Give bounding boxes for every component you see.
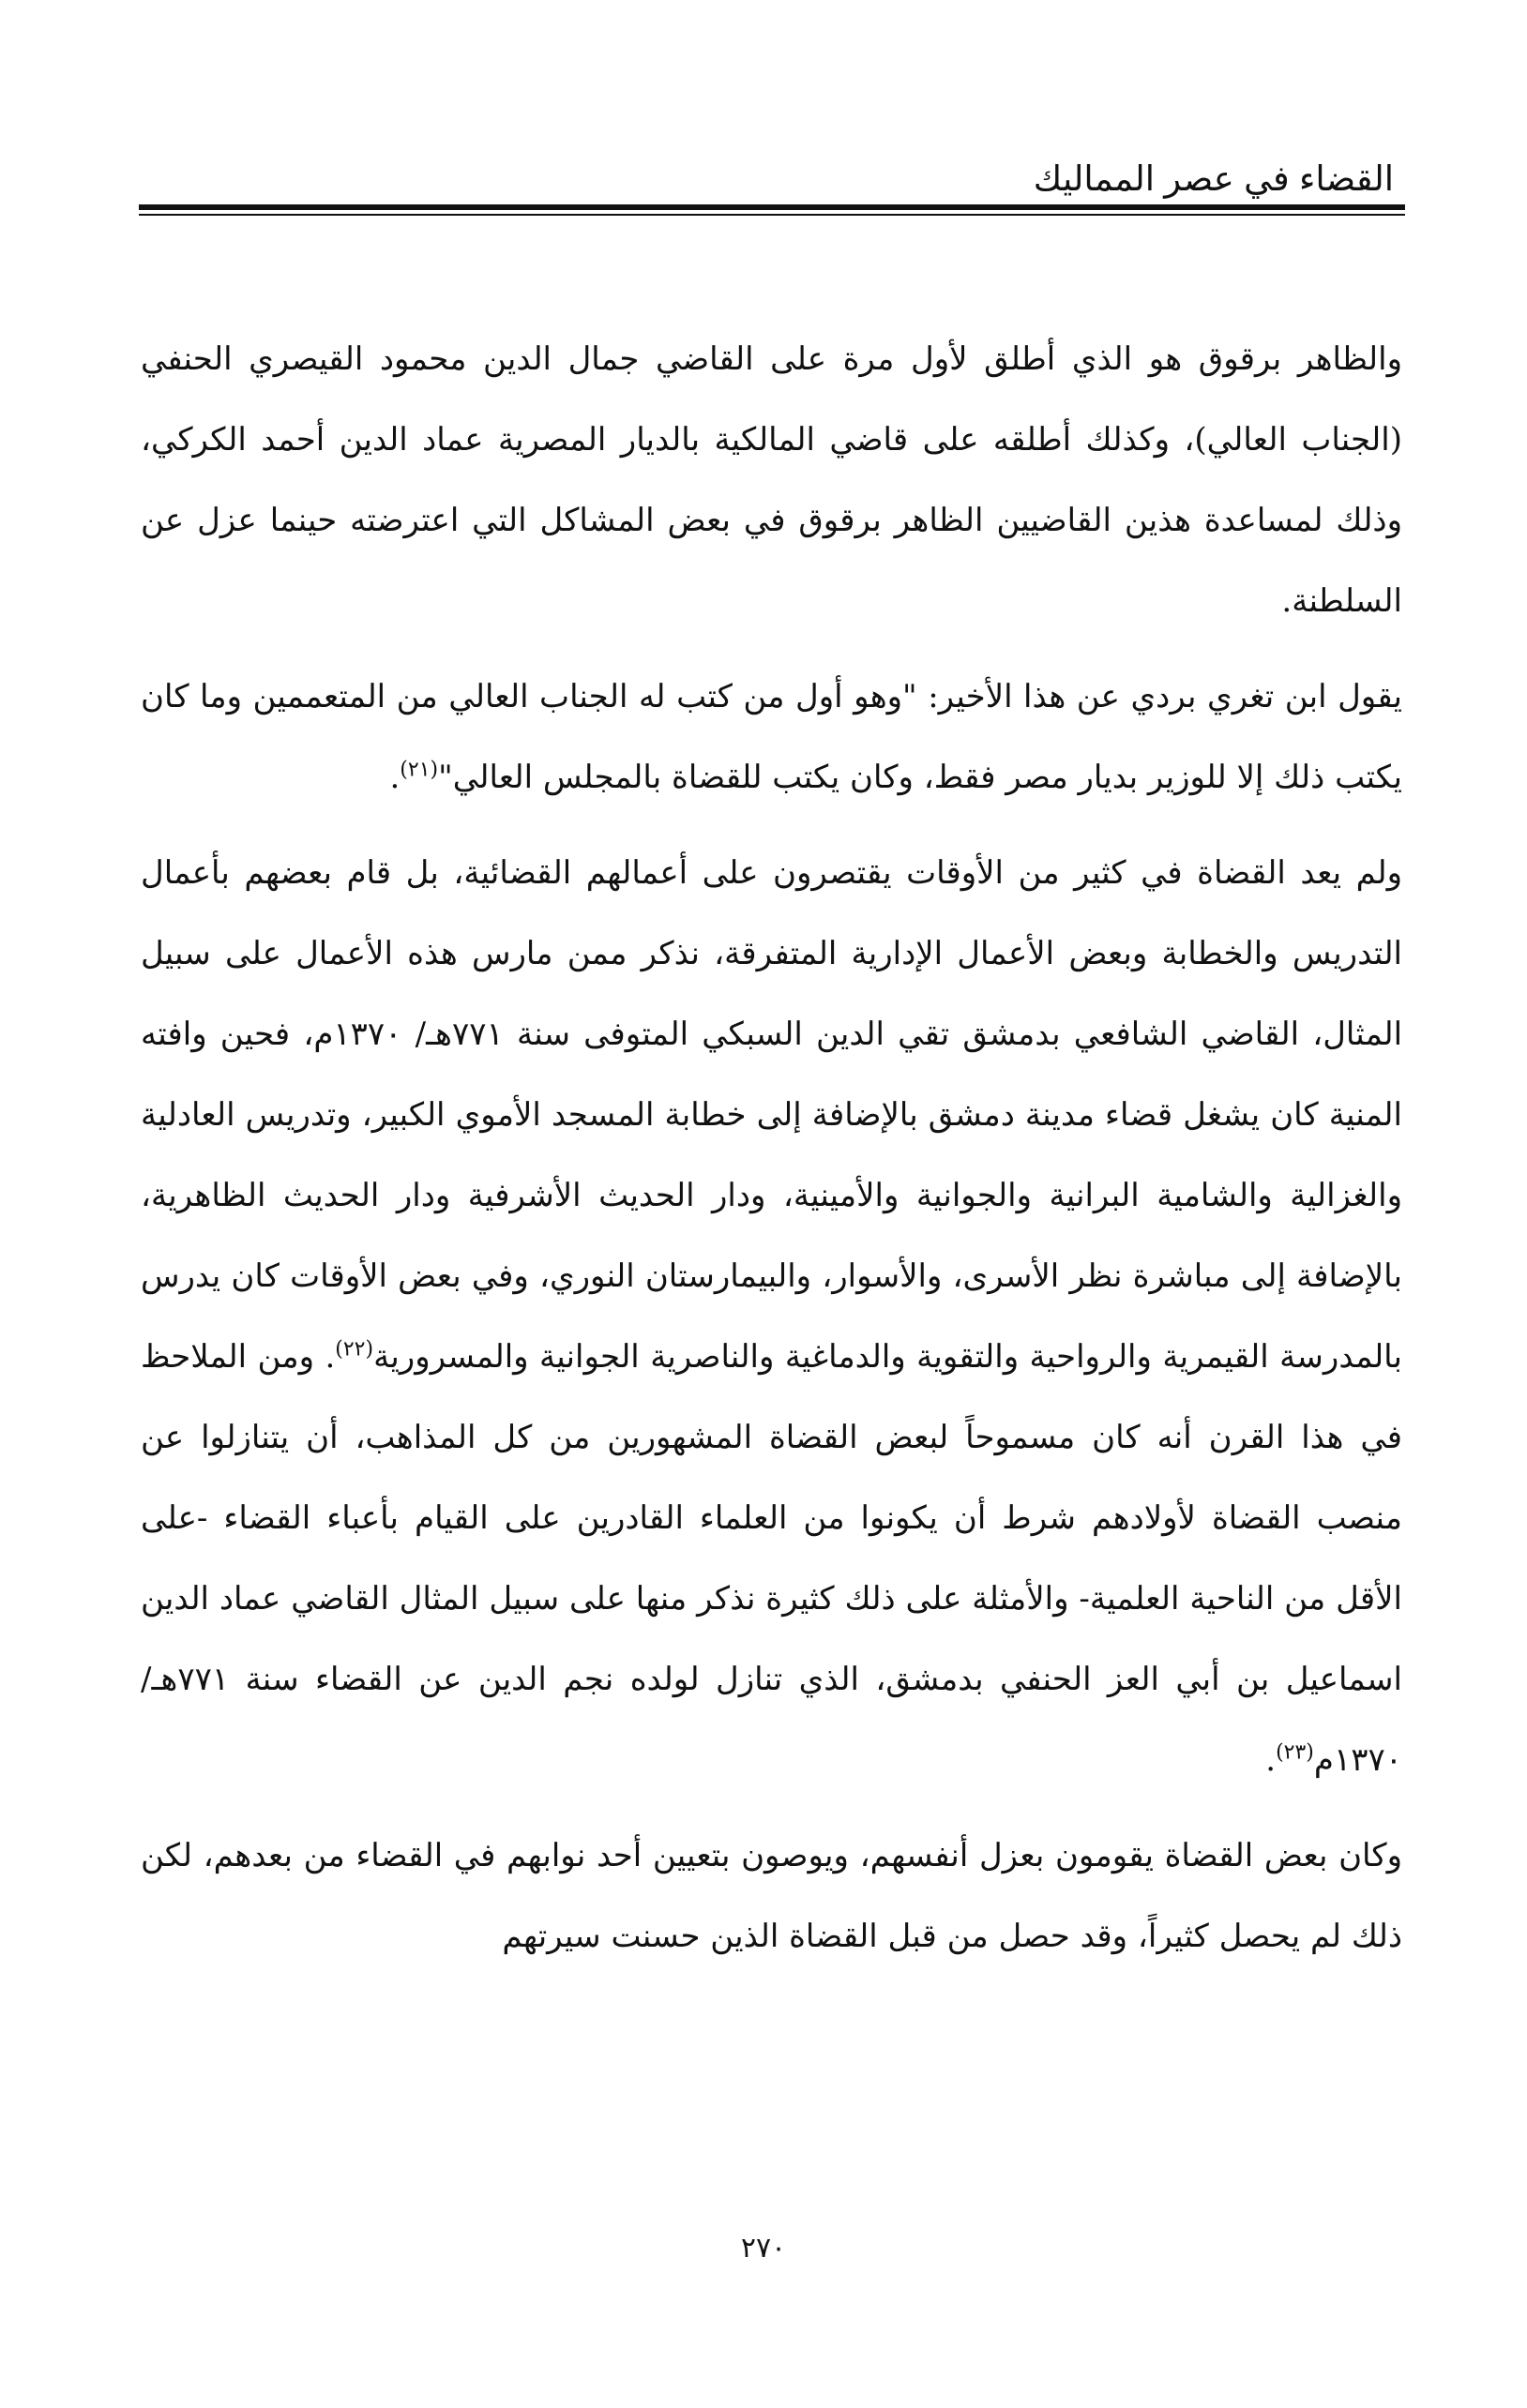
paragraph-3-text: ولم يعد القضاة في كثير من الأوقات يقتصرون على أعمالهم القضائية، بل قام بعضهم بأعمال التدريس والخطابة وبعض الأعمال الإدارية المتفرقة، نذكر ممن مارس هذه الأعمال على سبيل المثال، القاضي الشافعي بدمشق تقي الدين السبكي المتوفى سنة ٧٧١هـ/ ١٣٧٠م، فحين وافته المنية كان يشغل قضاء مدينة دمشق بالإضافة إلى خطابة المسجد الأموي الكبير، وتدريس العادلية والغزالية والشامية البرانية والجوانية والأمينية، ودار الحديث الأشرفية ودار الحديث الظاهرية، بالإضافة إلى مباشرة نظر الأسرى، والأسوار، والبيمارستان النوري، وفي بعض الأوقات كان يدرس بالمدرسة القيمرية والرواحية والتقوية والدماغية والناصرية الجوانية والمسرورية <box>141 854 1403 1376</box>
header-rule-thick <box>139 204 1405 210</box>
paragraph-2-tail: . <box>389 759 401 796</box>
paragraph-1-text: والظاهر برقوق هو الذي أطلق لأول مرة على القاضي جمال الدين محمود القيصري الحنفي (الجناب العالي)، وكذلك أطلقه على قاضي المالكية بالديار المصرية عماد الدين أحمد الكركي، وذلك لمساعدة هذين القاضيين الظاهر برقوق في بعض المشاكل التي اعترضته حينما عزل عن السلطنة. <box>141 340 1402 620</box>
paragraph-4-text: وكان بعض القضاة يقومون بعزل أنفسهم، ويوصون بتعيين أحد نوابهم في القضاء من بعدهم، لكن ذلك لم يحصل كثيراً، وقد حصل من قبل القضاة الذين حسنت سيرتهم <box>141 1837 1402 1955</box>
header-rule-thin <box>139 214 1405 216</box>
footnote-ref-22: (٢٢) <box>335 1337 374 1362</box>
running-header <box>139 156 1405 212</box>
footnote-ref-21: (٢١) <box>400 758 439 782</box>
paragraph-2 <box>141 656 1402 818</box>
paragraph-4 <box>141 1815 1402 1977</box>
running-header-title: القضاء في عصر المماليك <box>1033 159 1394 198</box>
paragraph-3-end: . <box>1265 1741 1277 1779</box>
paragraph-3-tail: . ومن الملاحظ في هذا القرن أنه كان مسموحاً لبعض القضاة المشهورين من كل المذاهب، أن يتنازلوا عن منصب القضاة لأولادهم شرط أن يكونوا من العلماء القادرين على القيام بأعباء القضاء -على الأقل من الناحية العلمية- والأمثلة على ذلك كثيرة نذكر منها على سبيل المثال القاضي عماد الدين اسماعيل بن أبي العز الحنفي بدمشق، الذي تنازل لولده نجم الدين عن القضاء سنة ٧٧١هـ/ ١٣٧٠م <box>141 1338 1402 1779</box>
footnote-ref-23: (٢٣) <box>1276 1740 1314 1765</box>
body-text <box>141 319 1402 1992</box>
paragraph-2-text: يقول ابن تغري بردي عن هذا الأخير: "وهو أول من كتب له الجناب العالي من المتعممين وما كان يكتب ذلك إلا للوزير بديار مصر فقط، وكان يكتب للقضاة بالمجلس العالي" <box>141 678 1402 796</box>
paragraph-3 <box>141 833 1402 1800</box>
paragraph-1 <box>141 319 1402 641</box>
page-number: ٢٧٠ <box>740 2232 787 2265</box>
